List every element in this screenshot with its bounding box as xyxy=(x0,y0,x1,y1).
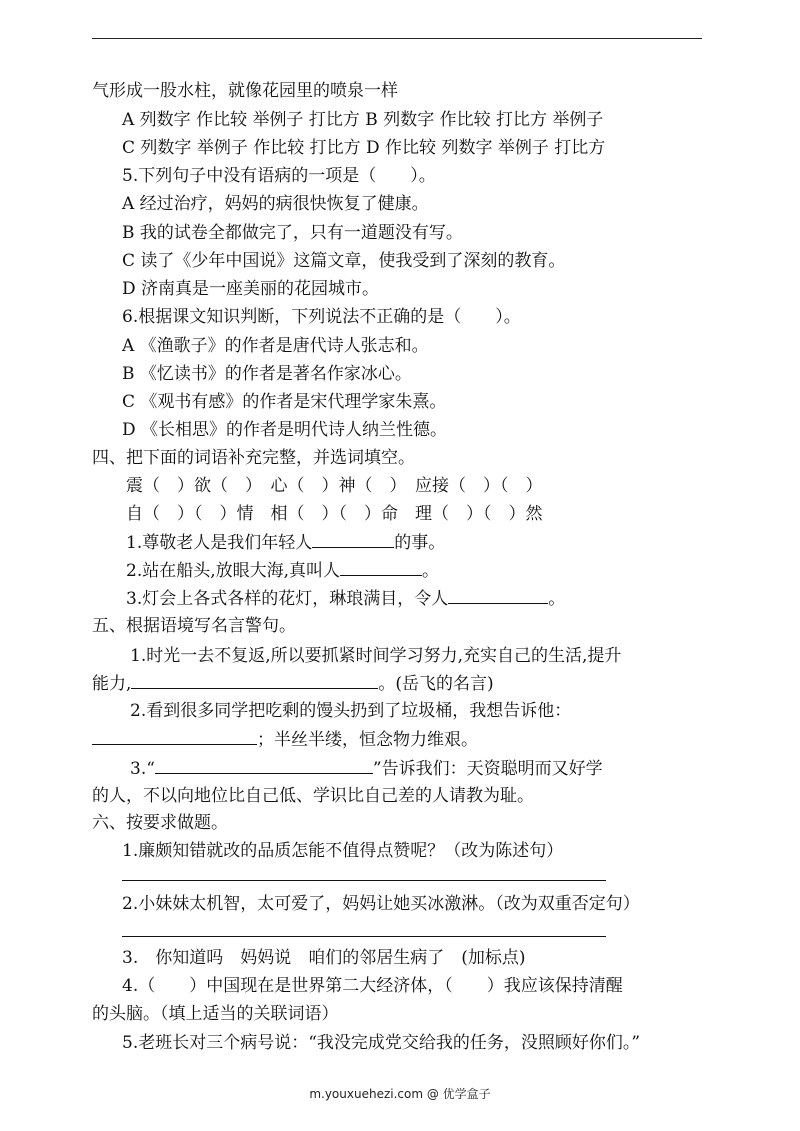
motto-2-answer xyxy=(92,728,478,751)
motto-text: 3.“ xyxy=(130,759,155,779)
option-b: B 我的试卷全都做完了，只有一道题没有写。 xyxy=(122,223,463,243)
option-a: A 《渔歌子》的作者是唐代诗人张志和。 xyxy=(122,336,429,356)
rewrite-question-4: 4.（ ）中国现在是世界第二大经济体，（ ）我应该保持清醒 xyxy=(122,976,623,996)
motto-text: 能力, xyxy=(92,674,132,694)
answer-blank[interactable] xyxy=(448,587,548,604)
motto-3-continuation: 的人，不以向地位比自己低、学识比自己差的人请教为耻。 xyxy=(92,786,534,806)
word-fill-row: 自（ ）（ ）情 相（ ）（ ）命 理（ ）（ ）然 xyxy=(126,504,543,524)
text-line: 气形成一股水柱，就像花园里的喷泉一样 xyxy=(92,81,398,101)
motto-1-answer xyxy=(92,672,494,695)
motto-text: ；半丝半缕，恒念物力维艰。 xyxy=(257,730,478,750)
answer-blank[interactable] xyxy=(340,559,422,576)
fill-sentence-2 xyxy=(126,559,439,582)
rewrite-question-4-continuation: 的头脑。（填上适当的关联词语） xyxy=(92,1004,339,1024)
rewrite-question-2: 2.小妹妹太机智，太可爱了，妈妈让她买冰激淋。（改为双重否定句） xyxy=(122,894,640,914)
option-c: C 《观书有感》的作者是宋代理学家朱熹。 xyxy=(122,392,447,412)
section-5-heading: 五、根据语境写名言警句。 xyxy=(92,616,296,636)
answer-blank[interactable] xyxy=(312,531,394,548)
motto-text: ”告诉我们：天资聪明而又好学 xyxy=(372,759,603,779)
fill-text: 2.站在船头,放眼大海,真叫人 xyxy=(126,561,341,581)
motto-1-line: 1.时光一去不复返,所以要抓紧时间学习努力,充实自己的生活,提升 xyxy=(130,646,622,666)
motto-text: 。(岳飞的名言) xyxy=(378,674,494,694)
fill-text: 。 xyxy=(548,589,566,609)
option-line: C 列数字 举例子 作比较 打比方 D 作比较 列数字 举例子 打比方 xyxy=(122,138,606,158)
motto-3-line xyxy=(130,757,603,780)
section-4-heading: 四、把下面的词语补充完整，并选词填空。 xyxy=(92,448,415,468)
word-fill-row: 震（ ）欲（ ） 心（ ）神（ ） 应接（ ）（ ） xyxy=(126,476,543,496)
answer-blank[interactable] xyxy=(131,672,378,689)
question-5: 5.下列句子中没有语病的一项是（ ）。 xyxy=(122,166,436,186)
answer-line[interactable] xyxy=(122,936,606,937)
option-c: C 读了《少年中国说》这篇文章，使我受到了深刻的教育。 xyxy=(122,251,566,271)
rewrite-question-3: 3. 你知道吗 妈妈说 咱们的邻居生病了 (加标点) xyxy=(122,948,526,968)
fill-text: 。 xyxy=(422,561,440,581)
fill-sentence-1 xyxy=(126,531,445,554)
option-line: A 列数字 作比较 举例子 打比方 B 列数字 作比较 打比方 举例子 xyxy=(122,110,604,130)
answer-line[interactable] xyxy=(122,880,606,881)
option-d: D 济南真是一座美丽的花园城市。 xyxy=(122,279,380,299)
fill-text: 3.灯会上各式各样的花灯，琳琅满目，令人 xyxy=(126,589,449,609)
fill-text: 的事。 xyxy=(394,533,446,553)
option-d: D 《长相思》的作者是明代诗人纳兰性德。 xyxy=(122,420,448,440)
rewrite-question-5: 5.老班长对三个病号说：“我没完成党交给我的任务，没照顾好你们。” xyxy=(122,1033,641,1053)
footer-watermark: m.youxuehezi.com @ 优学盒子 xyxy=(309,1087,491,1101)
section-6-heading: 六、按要求做题。 xyxy=(92,813,228,833)
fill-sentence-3 xyxy=(126,587,565,610)
motto-2-line: 2.看到很多同学把吃剩的馒头扔到了垃圾桶，我想告诉他： xyxy=(130,701,572,721)
fill-text: 1.尊敬老人是我们年轻人 xyxy=(126,533,313,553)
rewrite-question-1: 1.廉颇知错就改的品质怎能不值得点赞呢？（改为陈述句） xyxy=(122,841,564,861)
header-rule xyxy=(92,38,702,39)
answer-blank[interactable] xyxy=(155,757,373,774)
option-b: B 《忆读书》的作者是著名作家冰心。 xyxy=(122,364,412,384)
option-a: A 经过治疗，妈妈的病很快恢复了健康。 xyxy=(122,194,429,214)
question-6: 6.根据课文知识判断，下列说法不正确的是（ ）。 xyxy=(122,307,521,327)
answer-blank[interactable] xyxy=(92,728,257,745)
